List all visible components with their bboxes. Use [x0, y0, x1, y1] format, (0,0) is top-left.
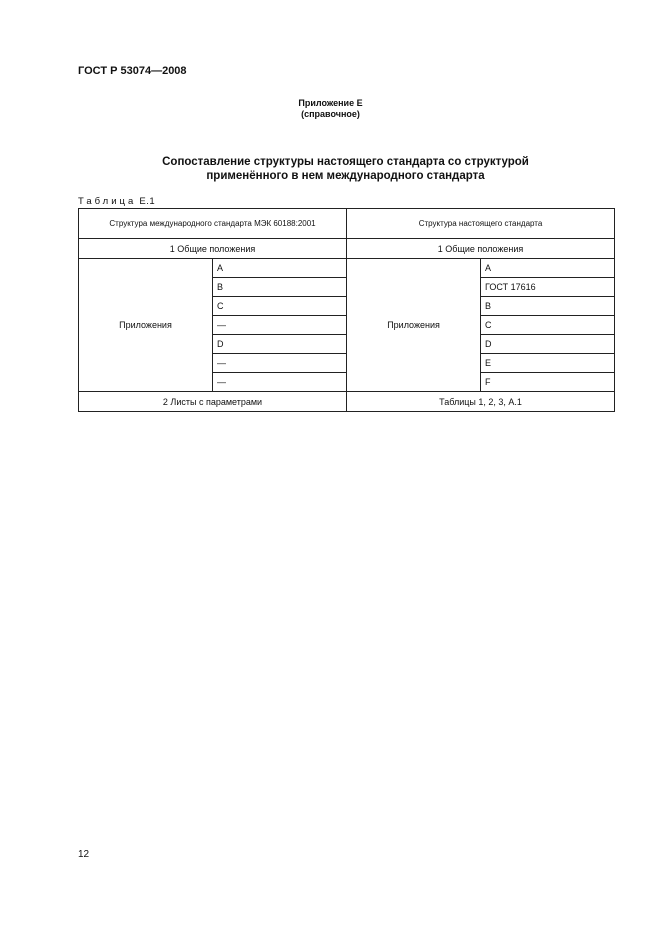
sheets-cell-right: Таблицы 1, 2, 3, А.1 [347, 392, 615, 412]
annex-cell-left: D [213, 335, 347, 354]
annex-cell-left: — [213, 354, 347, 373]
table-row [79, 392, 615, 412]
annex-cell-left: — [213, 316, 347, 335]
sheets-cell-left: 2 Листы с параметрами [79, 392, 347, 412]
annex-cell-right: D [481, 335, 615, 354]
annex-cell-right: F [481, 373, 615, 392]
document-id: ГОСТ Р 53074—2008 [78, 65, 187, 77]
table-row [79, 239, 615, 259]
section-title-line2: применённого в нем международного стандарта [206, 170, 485, 182]
annex-cell-left: A [213, 259, 347, 278]
annex-cell-left: — [213, 373, 347, 392]
annex-group-left: Приложения [79, 259, 213, 392]
annex-cell-right: C [481, 316, 615, 335]
annex-cell-right: B [481, 297, 615, 316]
annex-cell-right: ГОСТ 17616 [481, 278, 615, 297]
general-cell-right: 1 Общие положения [347, 239, 615, 259]
table-caption-word: Таблица [78, 196, 137, 207]
annex-cell-left: B [213, 278, 347, 297]
comparison-table [78, 208, 615, 412]
page-number: 12 [78, 849, 90, 860]
table-header-row [79, 209, 615, 239]
table-row [79, 259, 615, 278]
annex-subtitle: (справочное) [301, 109, 360, 119]
table-caption-number: Е.1 [139, 196, 156, 207]
annex-cell-right: A [481, 259, 615, 278]
annex-group-right: Приложения [347, 259, 481, 392]
annex-cell-right: E [481, 354, 615, 373]
header-cell-right: Структура настоящего стандарта [347, 209, 615, 239]
annex-title: Приложение Е [298, 98, 363, 108]
general-cell-left: 1 Общие положения [79, 239, 347, 259]
section-title-line1: Сопоставление структуры настоящего стандарта со структурой [162, 156, 529, 168]
table-caption [78, 196, 155, 207]
header-cell-left: Структура международного стандарта МЭК 60188:2001 [79, 209, 347, 239]
annex-cell-left: C [213, 297, 347, 316]
